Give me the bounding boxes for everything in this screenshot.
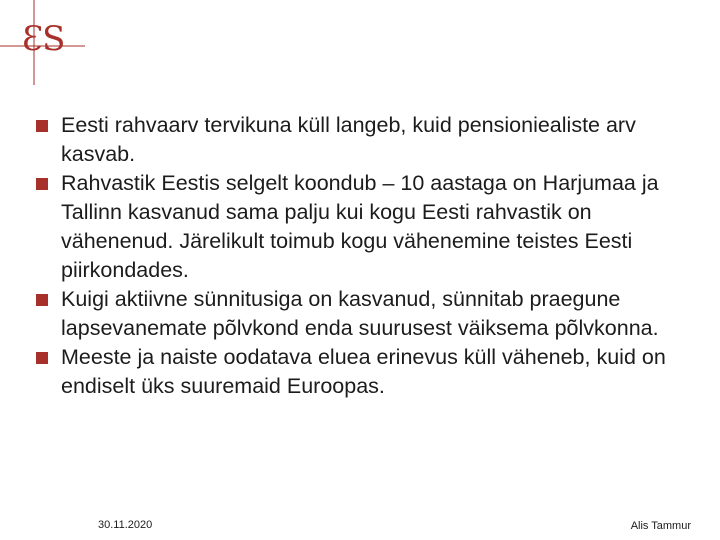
bullet-item — [36, 169, 700, 285]
logo-text: ƐS — [22, 19, 65, 59]
bullet-list — [36, 111, 700, 401]
bullet-text: Eesti rahvaarv tervikuna küll langeb, kuid pensioniealiste arv kasvab. — [61, 113, 636, 166]
square-bullet-icon — [36, 352, 48, 364]
logo — [0, 0, 90, 90]
bullet-text: Kuigi aktiivne sünnitusiga on kasvanud, sünnitab praegune lapsevanemate põlvkond enda suurusest väiksema põlvkonna. — [61, 287, 659, 340]
square-bullet-icon — [36, 178, 48, 190]
footer-author: Alis Tammur — [630, 520, 691, 532]
square-bullet-icon — [36, 294, 48, 306]
square-bullet-icon — [36, 120, 48, 132]
bullet-item — [36, 285, 700, 343]
footer-date: 30.11.2020 — [98, 519, 153, 531]
bullet-item — [36, 111, 700, 169]
bullet-text: Rahvastik Eestis selgelt koondub – 10 aastaga on Harjumaa ja Tallinn kasvanud sama palju kui kogu Eesti rahvastik on vähenenud. Järelikult toimub kogu vähenemine teistes Eesti piirkondades. — [61, 171, 659, 282]
bullet-item — [36, 343, 700, 401]
bullet-text: Meeste ja naiste oodatava eluea erinevus küll väheneb, kuid on endiselt üks suuremaid Euroopas. — [61, 345, 666, 398]
